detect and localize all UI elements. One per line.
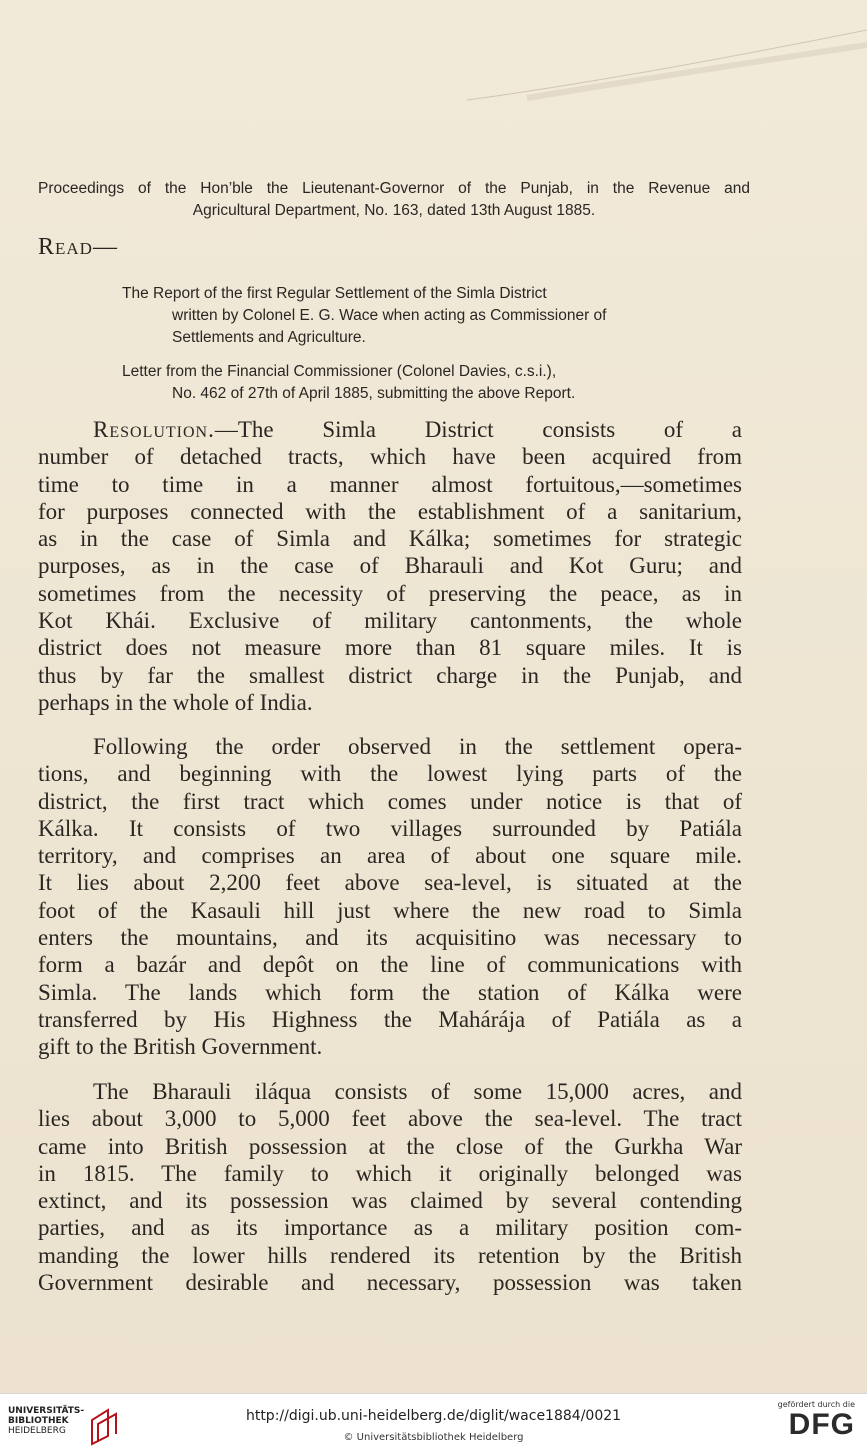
paragraph-line: came into British possession at the close of the Gurkha War — [38, 1133, 742, 1159]
paragraph-line: manding the lower hills rendered its retention by the British — [38, 1242, 742, 1268]
header-line-2: Agricultural Department, No. 163, dated 13th August 1885. — [192, 202, 596, 219]
paragraph-line: lies about 3,000 to 5,000 feet above the sea-level. The tract — [38, 1106, 742, 1132]
paragraph-line: Following the order observed in the settlement opera- — [93, 734, 742, 759]
paragraph-line: sometimes from the necessity of preserving the peace, as in — [38, 580, 742, 606]
page-edge-smudge — [467, 20, 867, 110]
paragraph-line: number of detached tracts, which have been acquired from — [38, 444, 742, 470]
header-line-1: Proceedings of the Hon’ble the Lieutenant-Governor of the Punjab, in the Revenue and — [38, 180, 750, 197]
paragraph-line: It lies about 2,200 feet above sea-level, is situated at the — [38, 870, 742, 896]
paragraph-line: Resolution.—The Simla District consists of a — [93, 417, 742, 442]
paragraph-line: district does not measure more than 81 square miles. It is — [38, 635, 742, 661]
item-2-line-2: No. 462 of 27th of April 1885, submitting the above Report. — [172, 385, 576, 402]
item-1-line-3: Settlements and Agriculture. — [172, 329, 366, 346]
bharauli-paragraph — [38, 1078, 742, 1296]
read-item-letter — [122, 361, 747, 405]
paragraph-line: extinct, and its possession was claimed by several contending — [38, 1188, 742, 1214]
library-name-line-3: HEIDELBERG — [8, 1426, 66, 1436]
kalka-paragraph — [38, 733, 742, 1061]
digitization-footer — [0, 1393, 867, 1456]
paragraph-line: transferred by His Highness the Mahárája of Patiála as a — [38, 1006, 742, 1032]
proceedings-header — [38, 178, 750, 222]
paragraph-line: perhaps in the whole of India. — [38, 689, 313, 715]
resolution-paragraph — [38, 416, 742, 716]
paragraph-line: enters the mountains, and its acquisitino was necessary to — [38, 925, 742, 951]
item-1-line-1: The Report of the first Regular Settlement of the Simla District — [122, 285, 547, 302]
paragraph-line: in 1815. The family to which it originally belonged was — [38, 1160, 742, 1186]
paragraph-line: parties, and as its importance as a military position com- — [38, 1215, 742, 1241]
paragraph-line: district, the first tract which comes under notice is that of — [38, 788, 742, 814]
dfg-funder-logo[interactable] — [765, 1400, 855, 1441]
paragraph-line: foot of the Kasauli hill just where the new road to Simla — [38, 897, 742, 923]
paragraph-line: Government desirable and necessary, possession was taken — [38, 1270, 742, 1296]
read-label: Read— — [38, 234, 118, 260]
paragraph-line: time to time in a manner almost fortuitous,—sometimes — [38, 471, 742, 497]
paragraph-line: Kot Khái. Exclusive of military cantonments, the whole — [38, 608, 742, 634]
paragraph-line: as in the case of Simla and Kálka; sometimes for strategic — [38, 526, 742, 552]
paragraph-line: Simla. The lands which form the station of Kálka were — [38, 979, 742, 1005]
paragraph-line: form a bazár and depôt on the line of communications with — [38, 952, 742, 978]
paragraph-line: gift to the British Government. — [38, 1034, 323, 1060]
item-2-line-1: Letter from the Financial Commissioner (Colonel Davies, c.s.i.), — [122, 363, 557, 380]
paragraph-line: tions, and beginning with the lowest lying parts of the — [38, 761, 742, 787]
paragraph-line: The Bharauli iláqua consists of some 15,000 acres, and — [93, 1079, 742, 1104]
paragraph-line: purposes, as in the case of Bharauli and Kot Guru; and — [38, 553, 742, 579]
paragraph-line: for purposes connected with the establishment of a sanitarium, — [38, 498, 742, 524]
resolution-heading: Resolution. — [93, 417, 215, 442]
paragraph-line: thus by far the smallest district charge in the Punjab, and — [38, 662, 742, 688]
library-name-line-1: UNIVERSITÄTS- — [8, 1406, 85, 1416]
item-1-line-2: written by Colonel E. G. Wace when acting as Commissioner of — [172, 307, 607, 324]
library-name-line-2: BIBLIOTHEK — [8, 1416, 69, 1426]
paragraph-line: territory, and comprises an area of about one square mile. — [38, 843, 742, 869]
permalink-url[interactable]: http://digi.ub.uni-heidelberg.de/diglit/wace1884/0021 — [245, 1408, 622, 1424]
paragraph-line: Kálka. It consists of two villages surrounded by Patiála — [38, 815, 742, 841]
funder-note: gefördert durch die — [777, 1400, 855, 1409]
read-item-report — [122, 283, 747, 349]
dfg-logo-text: DFG — [788, 1408, 855, 1441]
copyright-notice: © Universitätsbibliothek Heidelberg — [343, 1432, 524, 1443]
